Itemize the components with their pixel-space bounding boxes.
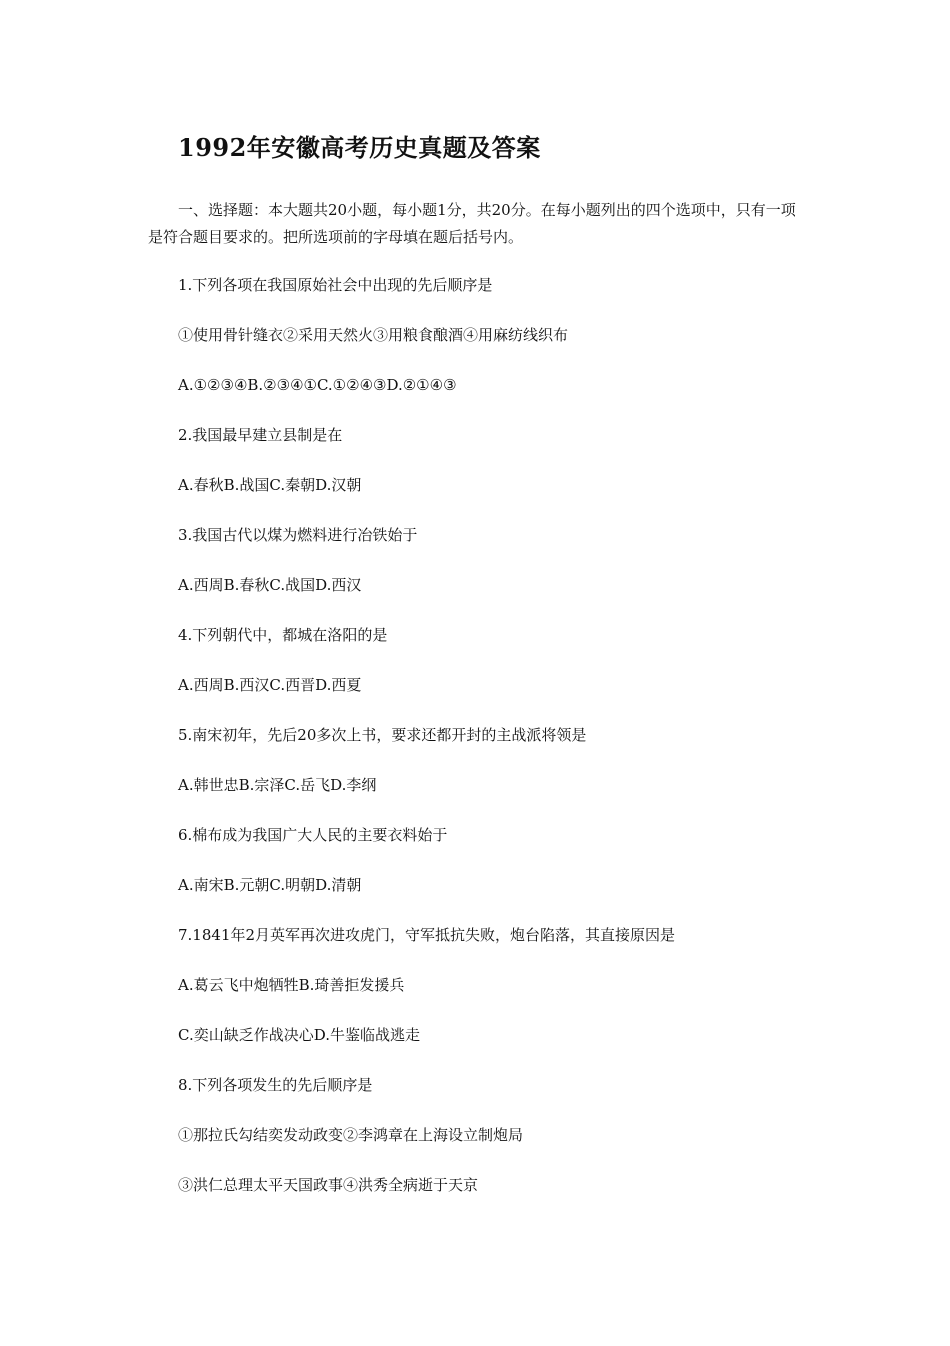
question-6: 6.棉布成为我国广大人民的主要衣料始于 [178,826,448,844]
question-8-items-1: ①那拉氏勾结奕发动政变②李鸿章在上海设立制炮局 [178,1126,524,1144]
question-3: 3.我国古代以煤为燃料进行冶铁始于 [178,526,418,544]
question-5-options: A.韩世忠B.宗泽C.岳飞D.李纲 [178,776,377,794]
question-7-options-cd: C.奕山缺乏作战决心D.牛鉴临战逃走 [178,1026,420,1044]
question-7: 7.1841年2月英军再次进攻虎门，守军抵抗失败，炮台陷落，其直接原因是 [178,926,676,944]
question-1-items: ①使用骨针缝衣②采用天然火③用粮食酿酒④用麻纺线织布 [178,326,569,344]
question-7-options-ab: A.葛云飞中炮牺牲B.琦善拒发援兵 [178,976,405,994]
question-6-options: A.南宋B.元朝C.明朝D.清朝 [178,876,362,894]
question-1-options: A.①②③④B.②③④①C.①②④③D.②①④③ [178,376,457,394]
question-4-options: A.西周B.西汉C.西晋D.西夏 [178,676,362,694]
document-title: 1992年安徽高考历史真题及答案 [178,133,541,162]
section-intro: 一、选择题：本大题共20小题，每小题1分，共20分。在每小题列出的四个选项中，只有一项是符合题目要求的。把所选项前的字母填在题后括号内。 [148,201,796,246]
question-2-options: A.春秋B.战国C.秦朝D.汉朝 [178,476,362,494]
question-4: 4.下列朝代中，都城在洛阳的是 [178,626,388,644]
question-8: 8.下列各项发生的先后顺序是 [178,1076,373,1094]
question-1: 1.下列各项在我国原始社会中出现的先后顺序是 [178,276,493,294]
question-5: 5.南宋初年，先后20多次上书，要求还都开封的主战派将领是 [178,726,587,744]
question-2: 2.我国最早建立县制是在 [178,426,343,444]
question-8-items-2: ③洪仁总理太平天国政事④洪秀全病逝于天京 [178,1176,479,1194]
question-3-options: A.西周B.春秋C.战国D.西汉 [178,576,362,594]
